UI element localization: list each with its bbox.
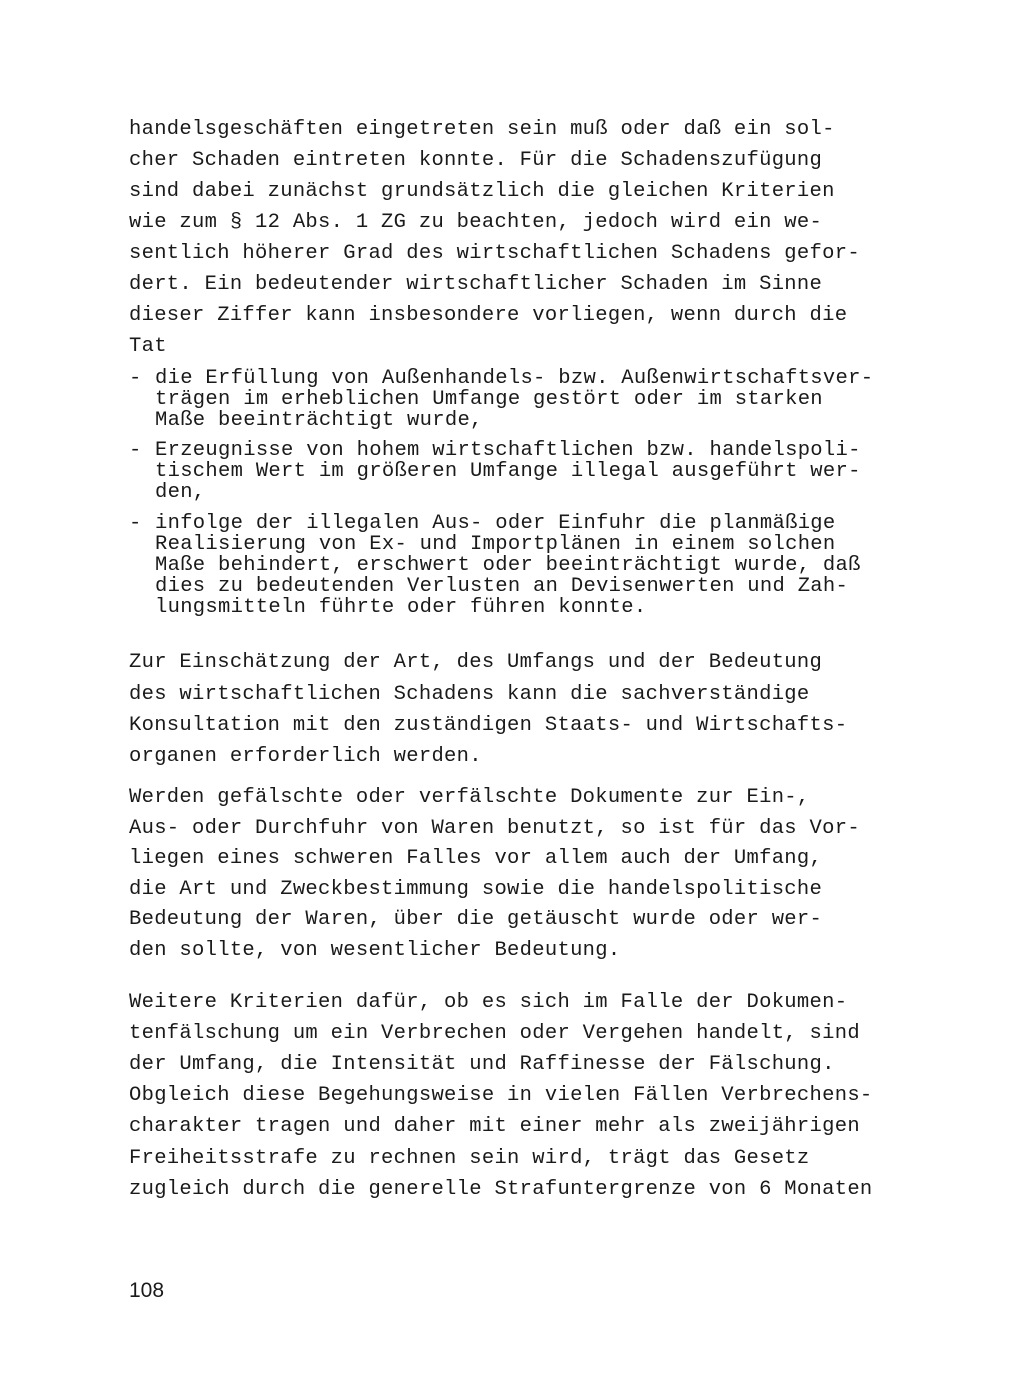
list-item-line: infolge der illegalen Aus- oder Einfuhr die planmäßige [155, 512, 836, 535]
text-line: liegen eines schweren Falles vor allem auch der Umfang, [129, 847, 823, 870]
text-line: charakter tragen und daher mit einer mehr als zweijährigen [129, 1115, 860, 1138]
text-line: zugleich durch die generelle Strafuntergrenze von 6 Monaten [129, 1178, 873, 1201]
text-line: Zur Einschätzung der Art, des Umfangs und der Bedeutung [129, 651, 823, 674]
text-line: dieser Ziffer kann insbesondere vorliegen, wenn durch die [129, 304, 848, 327]
text-line: Bedeutung der Waren, über die getäuscht wurde oder wer- [129, 908, 823, 931]
text-line: Tat [129, 335, 167, 358]
bullet-dash: - [129, 512, 142, 535]
list-item-line: Maße behindert, erschwert oder beeinträchtigt wurde, daß [155, 554, 861, 577]
text-line: handelsgeschäften eingetreten sein muß oder daß ein sol- [129, 118, 835, 141]
list-item-line: Realisierung von Ex- und Importplänen in einem solchen [155, 533, 836, 556]
text-line: tenfälschung um ein Verbrechen oder Vergehen handelt, sind [129, 1022, 860, 1045]
list-item-line: den, [155, 481, 206, 504]
text-line: cher Schaden eintreten konnte. Für die Schadenszufügung [129, 149, 823, 172]
text-line: Aus- oder Durchfuhr von Waren benutzt, so ist für das Vor- [129, 817, 860, 840]
text-line: Weitere Kriterien dafür, ob es sich im Falle der Dokumen- [129, 991, 848, 1014]
list-item-line: die Erfüllung von Außenhandels- bzw. Außenwirtschaftsver- [155, 367, 874, 390]
text-line: der Umfang, die Intensität und Raffinesse der Fälschung. [129, 1053, 835, 1076]
text-line: des wirtschaftlichen Schadens kann die sachverständige [129, 683, 810, 706]
text-line: organen erforderlich werden. [129, 745, 482, 768]
text-line: Werden gefälschte oder verfälschte Dokumente zur Ein-, [129, 786, 810, 809]
list-item-line: trägen im erheblichen Umfange gestört oder im starken [155, 388, 823, 411]
text-line: sentlich höherer Grad des wirtschaftlichen Schadens gefor- [129, 242, 860, 265]
text-line: Konsultation mit den zuständigen Staats- und Wirtschafts- [129, 714, 848, 737]
bullet-dash: - [129, 439, 142, 462]
text-line: wie zum § 12 Abs. 1 ZG zu beachten, jedoch wird ein we- [129, 211, 823, 234]
list-item-line: dies zu bedeutenden Verlusten an Devisenwerten und Zah- [155, 575, 849, 598]
text-line: sind dabei zunächst grundsätzlich die gleichen Kriterien [129, 180, 835, 203]
list-item-line: Maße beeinträchtigt wurde, [155, 409, 483, 432]
bullet-dash: - [129, 367, 142, 390]
text-line: Freiheitsstrafe zu rechnen sein wird, trägt das Gesetz [129, 1147, 810, 1170]
list-item-line: tischem Wert im größeren Umfange illegal ausgeführt wer- [155, 460, 861, 483]
list-item-line: lungsmitteln führte oder führen konnte. [155, 596, 647, 619]
text-line: dert. Ein bedeutender wirtschaftlicher Schaden im Sinne [129, 273, 823, 296]
text-line: Obgleich diese Begehungsweise in vielen Fällen Verbrechens- [129, 1084, 873, 1107]
text-line: die Art und Zweckbestimmung sowie die handelspolitische [129, 878, 823, 901]
list-item-line: Erzeugnisse von hohem wirtschaftlichen bzw. handelspoli- [155, 439, 861, 462]
text-line: den sollte, von wesentlicher Bedeutung. [129, 939, 621, 962]
page-number: 108 [129, 1279, 165, 1302]
